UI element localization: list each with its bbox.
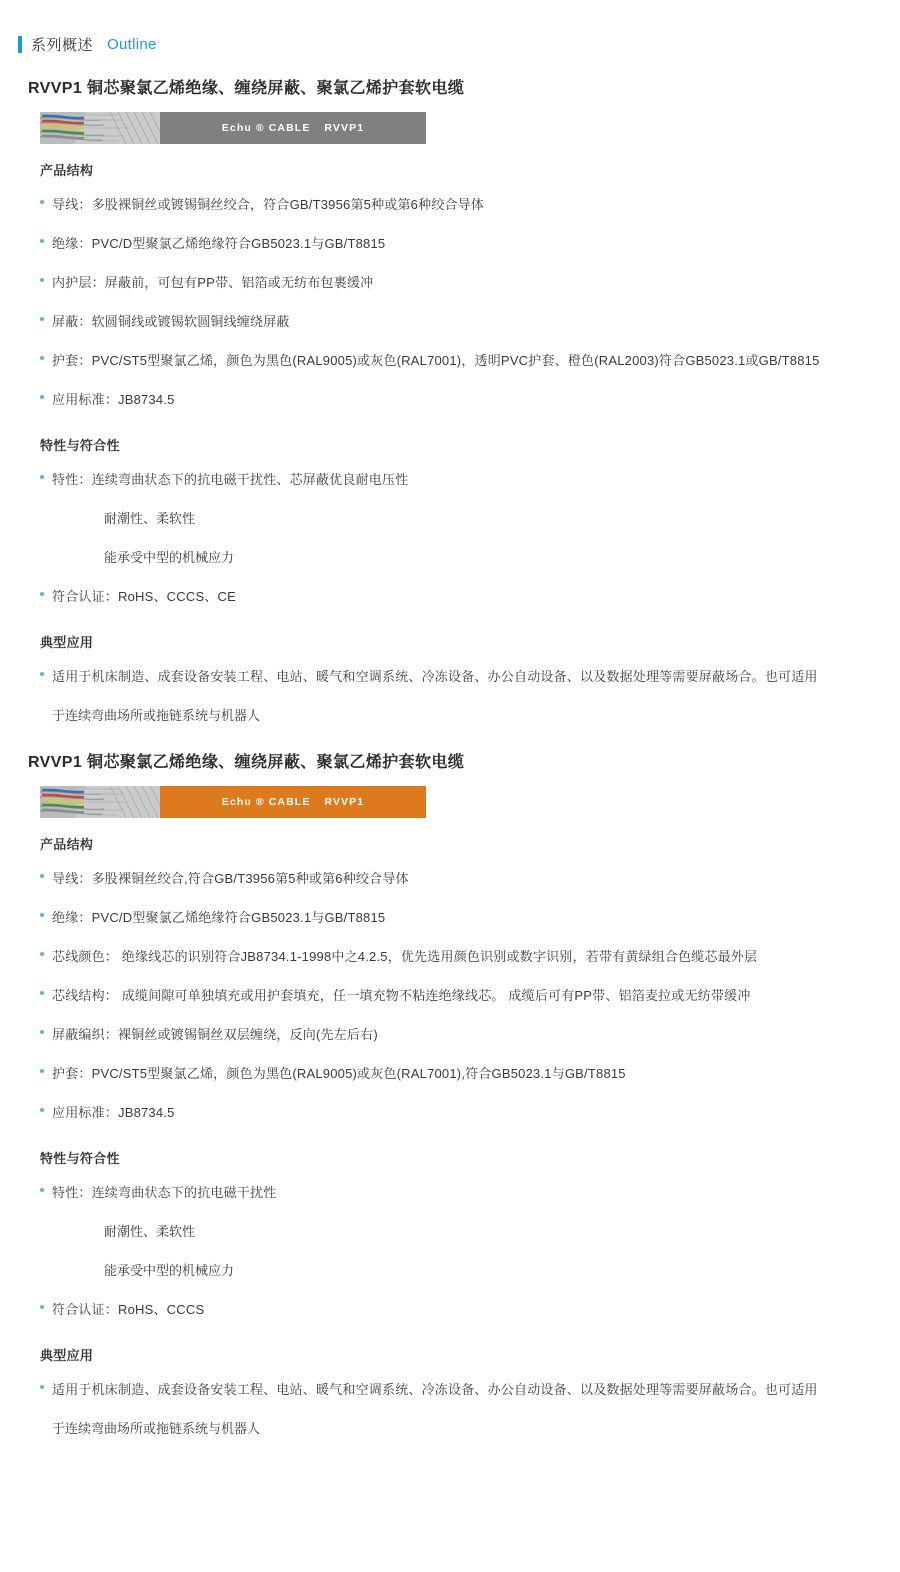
- features-heading: 特性与符合性: [40, 1151, 120, 1166]
- application-text: 适用于机床制造、成套设备安装工程、电站、暖气和空调系统、冷冻设备、办公自动设备、以及数据处理等需要屏蔽场合。也可适用: [40, 657, 886, 696]
- structure-item: 屏蔽：软圆铜线或镀锡软圆铜线缠绕屏蔽: [40, 302, 886, 341]
- application-text-continued: 于连续弯曲场所或拖链系统与机器人: [52, 708, 261, 723]
- features-heading: 特性与符合性: [40, 438, 120, 453]
- cable-model: RVVP1: [324, 122, 365, 134]
- feature-item-sub: 能承受中型的机械应力: [104, 1263, 235, 1278]
- section-title-cn: 系列概述: [31, 37, 94, 54]
- application-heading: 典型应用: [40, 1348, 94, 1363]
- cable-jacket-orange: [160, 786, 426, 818]
- product-title: RVVP1 铜芯聚氯乙烯绝缘、缠绕屏蔽、聚氯乙烯护套软电缆: [28, 80, 465, 97]
- product-block-2: [14, 735, 886, 1448]
- cable-brand: Echu ® CABLE: [221, 122, 311, 134]
- cable-strands-icon: [40, 786, 160, 818]
- structure-item: 绝缘：PVC/D型聚氯乙烯绝缘符合GB5023.1与GB/T8815: [40, 898, 886, 937]
- structure-item: 护套：PVC/ST5型聚氯乙烯，颜色为黑色(RAL9005)或灰色(RAL7001)，透明PVC护套、橙色(RAL2003)符合GB5023.1或GB/T8815: [40, 341, 886, 380]
- structure-item: 导线：多股裸铜丝绞合,符合GB/T3956第5种或第6种绞合导体: [40, 859, 886, 898]
- cable-image-orange: [40, 786, 426, 818]
- cable-strands-icon: [40, 112, 160, 144]
- application-text-continued: 于连续弯曲场所或拖链系统与机器人: [52, 1421, 261, 1436]
- product-title: RVVP1 铜芯聚氯乙烯绝缘、缠绕屏蔽、聚氯乙烯护套软电缆: [28, 754, 465, 771]
- structure-heading: 产品结构: [40, 837, 94, 852]
- cable-jacket-gray: [160, 112, 426, 144]
- cable-jacket-print: [222, 122, 364, 134]
- structure-item: 屏蔽编织：裸铜丝或镀锡铜丝双层缠绕，反向(先左后右): [40, 1015, 886, 1054]
- feature-item-sub: 耐潮性、柔软性: [104, 511, 196, 526]
- structure-item: 应用标准：JB8734.5: [40, 1093, 886, 1132]
- cable-jacket-print: [222, 796, 364, 808]
- structure-heading: 产品结构: [40, 163, 94, 178]
- application-heading: 典型应用: [40, 635, 94, 650]
- application-text: 适用于机床制造、成套设备安装工程、电站、暖气和空调系统、冷冻设备、办公自动设备、以及数据处理等需要屏蔽场合。也可适用: [40, 1370, 886, 1409]
- feature-item: 特性：连续弯曲状态下的抗电磁干扰性、芯屏蔽优良耐电压性: [40, 460, 886, 499]
- cable-cross-section-icon: [40, 786, 160, 818]
- feature-item-sub: 能承受中型的机械应力: [104, 550, 235, 565]
- structure-item: 内护层：屏蔽前，可包有PP带、铝箔或无纺布包裹缓冲: [40, 263, 886, 302]
- accent-bar-icon: [18, 36, 22, 53]
- structure-item: 应用标准：JB8734.5: [40, 380, 886, 419]
- certification-item: 符合认证：RoHS、CCCS、CE: [40, 577, 886, 616]
- cable-brand: Echu ® CABLE: [221, 796, 311, 808]
- product-block-1: [14, 61, 886, 735]
- structure-item: 绝缘：PVC/D型聚氯乙烯绝缘符合GB5023.1与GB/T8815: [40, 224, 886, 263]
- cable-cross-section-icon: [40, 112, 160, 144]
- structure-item: 导线：多股裸铜丝或镀锡铜丝绞合，符合GB/T3956第5种或第6种绞合导体: [40, 185, 886, 224]
- cable-image-gray: [40, 112, 426, 144]
- section-title-en: Outline: [107, 36, 157, 53]
- structure-item: 护套：PVC/ST5型聚氯乙烯，颜色为黑色(RAL9005)或灰色(RAL7001),符合GB5023.1与GB/T8815: [40, 1054, 886, 1093]
- structure-item: 芯线结构： 成缆间隙可单独填充或用护套填充，任一填充物不粘连绝缘线芯。 成缆后可有PP带、铝箔麦拉或无纺带缓冲: [40, 976, 886, 1015]
- certification-item: 符合认证：RoHS、CCCS: [40, 1290, 886, 1329]
- feature-item: 特性：连续弯曲状态下的抗电磁干扰性: [40, 1173, 886, 1212]
- feature-item-sub: 耐潮性、柔软性: [104, 1224, 196, 1239]
- section-header: [18, 0, 886, 61]
- cable-model: RVVP1: [324, 796, 365, 808]
- structure-item: 芯线颜色： 绝缘线芯的识别符合JB8734.1-1998中之4.2.5，优先选用颜色识别或数字识别，若带有黄绿组合色缆芯最外层: [40, 937, 886, 976]
